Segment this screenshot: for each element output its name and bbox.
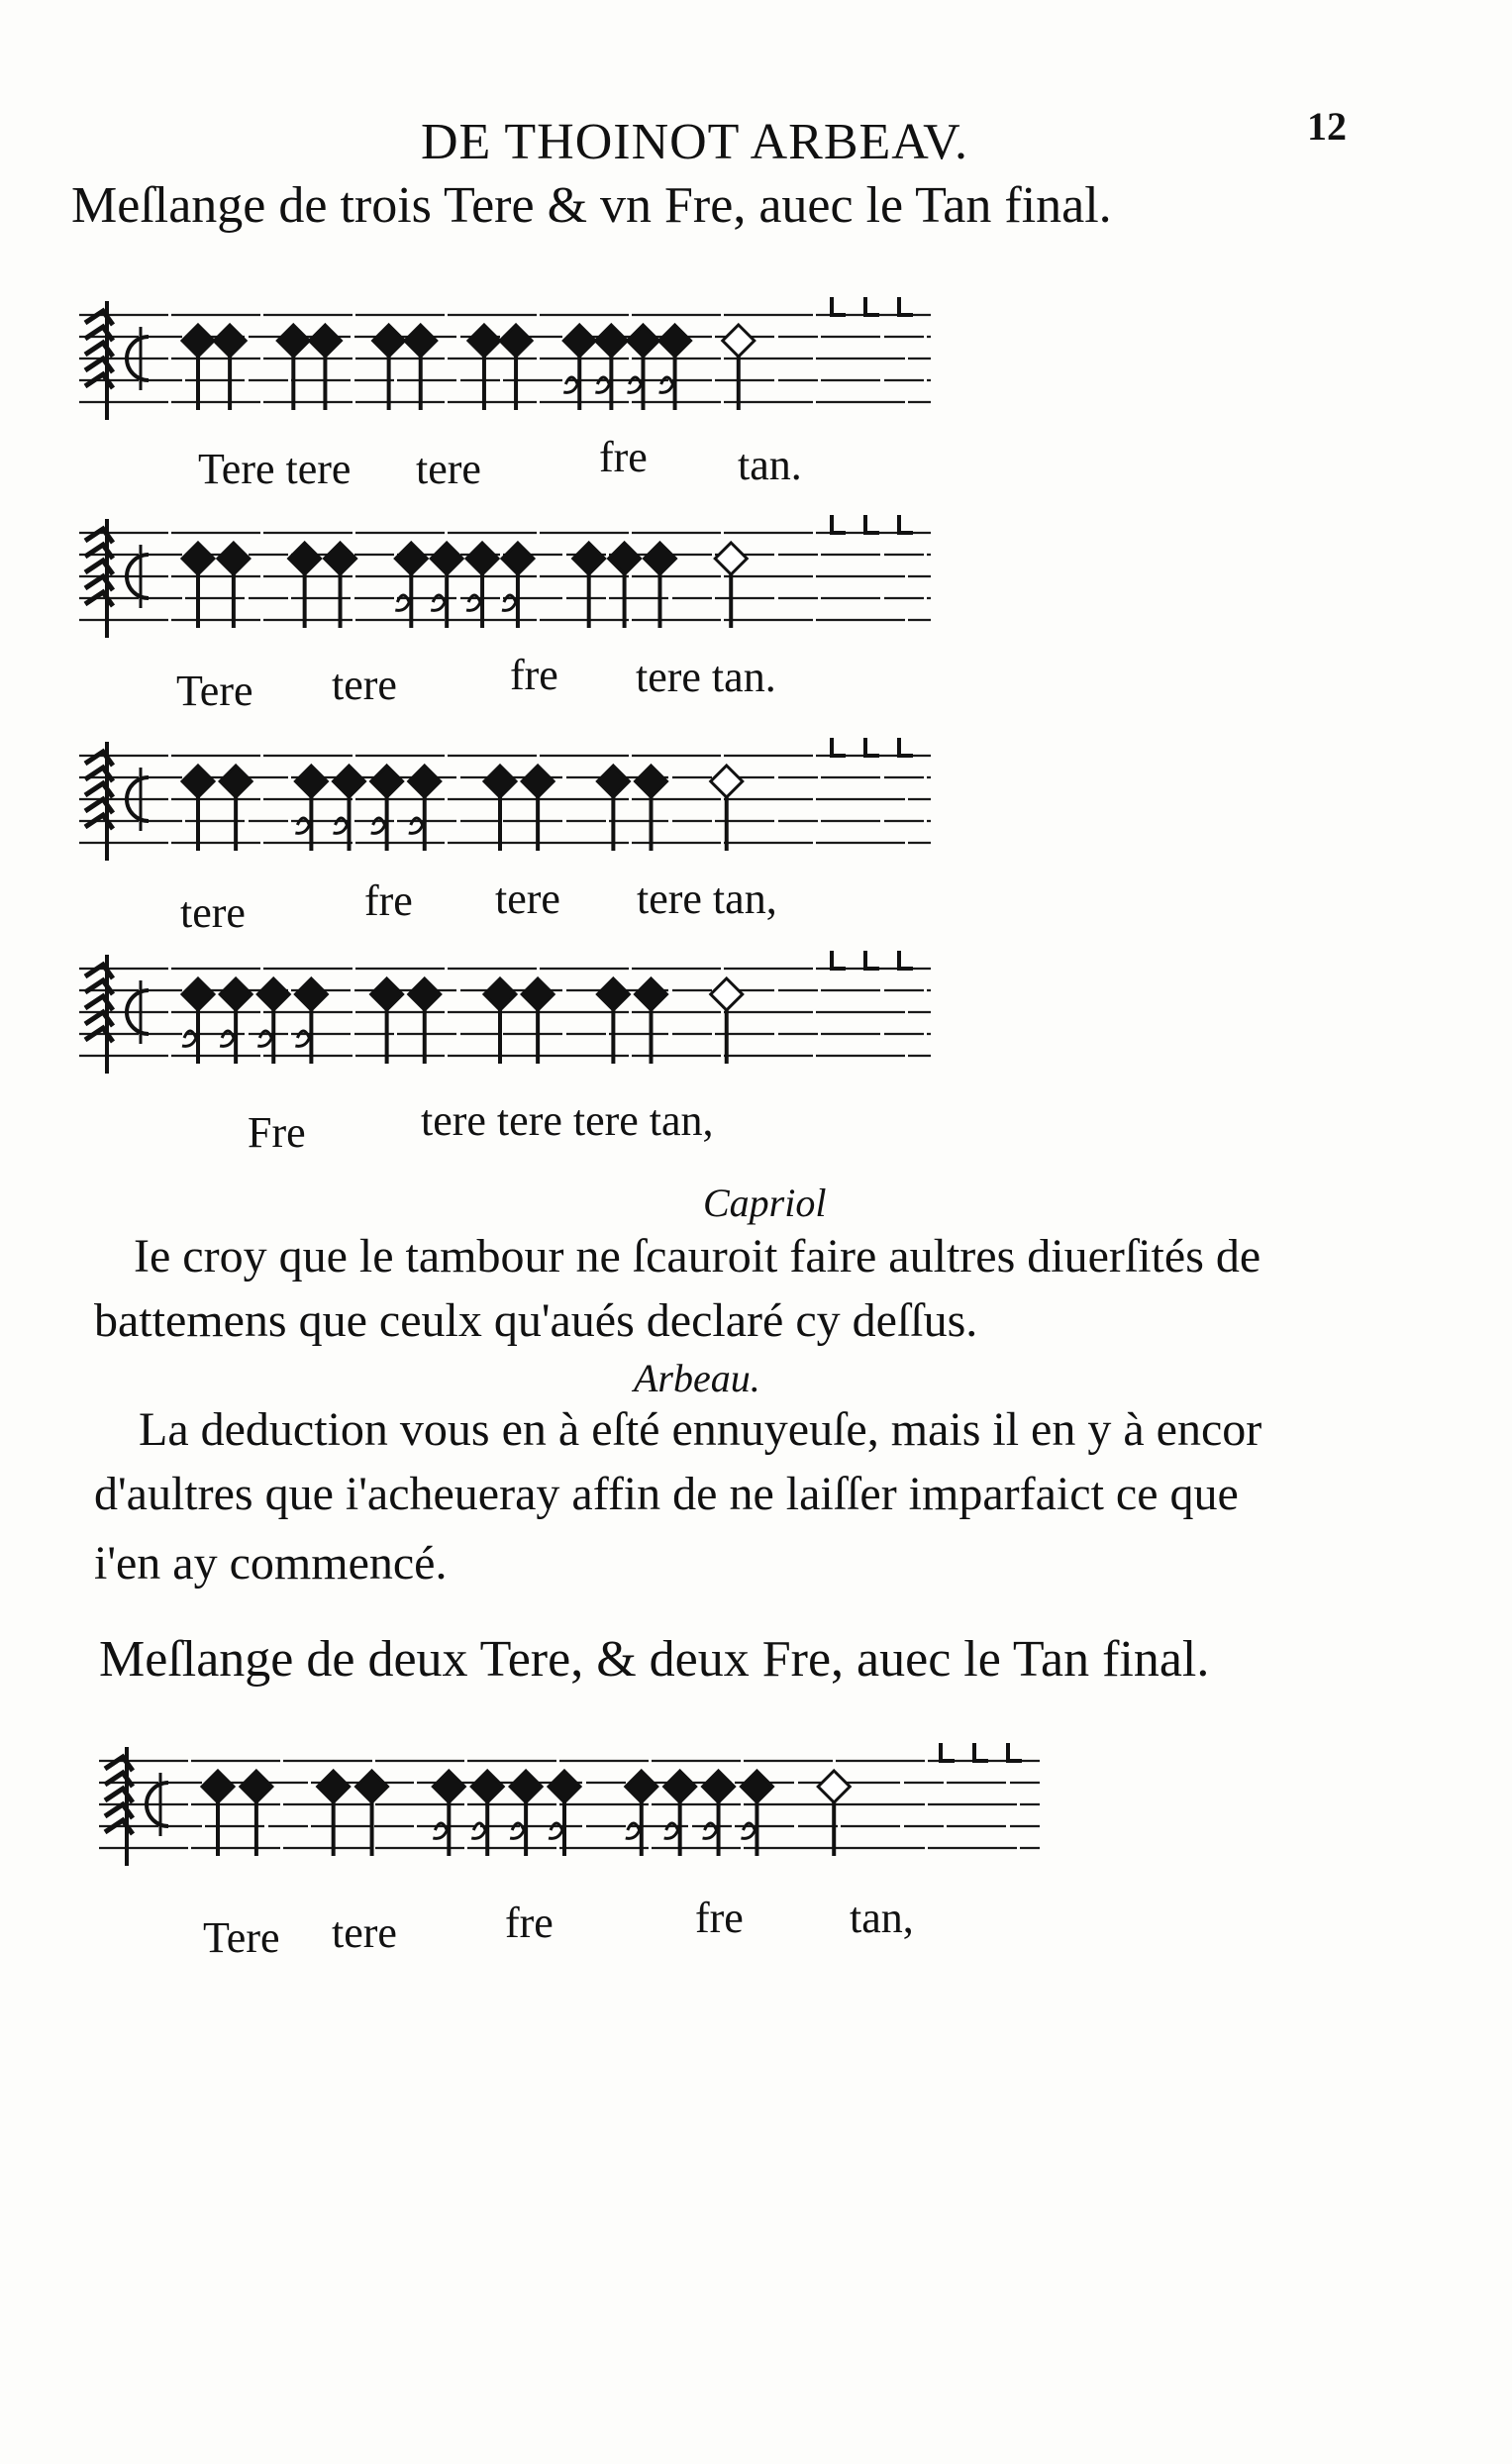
text-line: battemens que ceulx qu'aués declaré cy deſſus. [94, 1294, 978, 1347]
text-line: d'aultres que i'acheueray affin de ne laiſſer imparfaict ce que [94, 1468, 1239, 1520]
music-staff-4 [79, 941, 941, 1114]
lyric: tere [332, 1908, 397, 1957]
speaker-name-arbeau: Arbeau. [634, 1356, 760, 1400]
note-head [409, 978, 441, 1010]
note-head [466, 543, 498, 574]
speaker-name-capriol: Capriol [703, 1181, 827, 1225]
note-head [356, 1771, 388, 1802]
lyric: fre [695, 1894, 744, 1942]
note-head [659, 325, 691, 357]
note-head [522, 766, 554, 797]
rest-mark [865, 951, 879, 969]
note-head [257, 978, 289, 1010]
rest-mark [865, 297, 879, 315]
rest-mark [899, 738, 913, 756]
note-head [500, 325, 532, 357]
rest-mark [899, 515, 913, 533]
note-head [405, 325, 437, 357]
rest-mark [899, 951, 913, 969]
rest-mark [832, 951, 846, 969]
page-number: 12 [1307, 104, 1347, 149]
note-head [395, 543, 427, 574]
open-note-head [711, 978, 743, 1010]
note-head [597, 766, 629, 797]
note-head [502, 543, 534, 574]
note-head [595, 325, 627, 357]
note-head [182, 766, 214, 797]
rest-mark [974, 1743, 988, 1761]
rest-mark [832, 297, 846, 315]
text-line: Ie croy que le tambour ne ſcauroit faire aultres diuerſités de [134, 1230, 1261, 1283]
note-head [431, 543, 462, 574]
note-head [182, 543, 214, 574]
lyric: fre [364, 876, 413, 925]
open-note-head [711, 766, 743, 797]
music-staff-1 [79, 287, 941, 456]
lyric: tere tan. [636, 653, 776, 701]
note-head [371, 766, 403, 797]
note-head [318, 1771, 350, 1802]
music-staff-5 [99, 1733, 1050, 1906]
lyric: tan. [738, 441, 802, 489]
note-head [741, 1771, 772, 1802]
lyric: tere tere tere tan, [421, 1096, 714, 1145]
note-head [471, 1771, 503, 1802]
rest-mark [832, 515, 846, 533]
note-head [371, 978, 403, 1010]
note-head [573, 543, 605, 574]
note-head [220, 978, 252, 1010]
note-head [309, 325, 341, 357]
note-head [484, 766, 516, 797]
note-head [202, 1771, 234, 1802]
note-head [295, 978, 327, 1010]
note-head [703, 1771, 735, 1802]
rest-mark [832, 738, 846, 756]
lyric: tere [180, 888, 246, 937]
note-head [214, 325, 246, 357]
lyric: Tere [176, 667, 253, 715]
note-head [241, 1771, 272, 1802]
note-head [468, 325, 500, 357]
note-head [636, 978, 667, 1010]
note-head [484, 978, 516, 1010]
note-head [563, 325, 595, 357]
note-head [295, 766, 327, 797]
note-head [334, 766, 365, 797]
note-head [277, 325, 309, 357]
lyric: tan, [850, 1894, 914, 1942]
note-head [664, 1771, 696, 1802]
rest-mark [865, 515, 879, 533]
note-head [182, 978, 214, 1010]
lyric: tere [332, 661, 397, 709]
section-heading-1: Meſlange de trois Tere & vn Fre, auec le Tan final. [71, 177, 1112, 234]
music-staff-2 [79, 505, 941, 673]
lyric: Tere tere [198, 445, 352, 493]
running-title: DE THOINOT ARBEAV. [421, 114, 969, 170]
note-head [644, 543, 675, 574]
note-head [510, 1771, 542, 1802]
lyric: Fre [248, 1108, 306, 1157]
open-note-head [723, 325, 755, 357]
lyric: fre [599, 433, 648, 481]
note-head [522, 978, 554, 1010]
note-head [636, 766, 667, 797]
note-head [220, 766, 252, 797]
rest-mark [865, 738, 879, 756]
note-head [549, 1771, 580, 1802]
open-note-head [818, 1771, 850, 1802]
note-head [325, 543, 356, 574]
rest-mark [1008, 1743, 1022, 1761]
lyric: tere tan, [637, 874, 777, 923]
lyric: Tere [203, 1913, 280, 1962]
lyric: tere [495, 874, 560, 923]
lyric: tere [416, 445, 481, 493]
note-head [433, 1771, 464, 1802]
open-note-head [715, 543, 747, 574]
lyric: fre [510, 651, 558, 699]
note-head [626, 1771, 657, 1802]
note-head [182, 325, 214, 357]
note-head [609, 543, 641, 574]
note-head [218, 543, 250, 574]
note-head [289, 543, 321, 574]
note-head [373, 325, 405, 357]
rest-mark [941, 1743, 955, 1761]
note-head [409, 766, 441, 797]
note-head [627, 325, 658, 357]
section-heading-2: Meſlange de deux Tere, & deux Fre, auec le Tan final. [99, 1631, 1210, 1688]
note-head [597, 978, 629, 1010]
rest-mark [899, 297, 913, 315]
text-line: i'en ay commencé. [94, 1537, 448, 1590]
lyric: fre [505, 1899, 554, 1947]
text-line: La deduction vous en à eſté ennuyeuſe, mais il en y à encor [139, 1403, 1262, 1456]
